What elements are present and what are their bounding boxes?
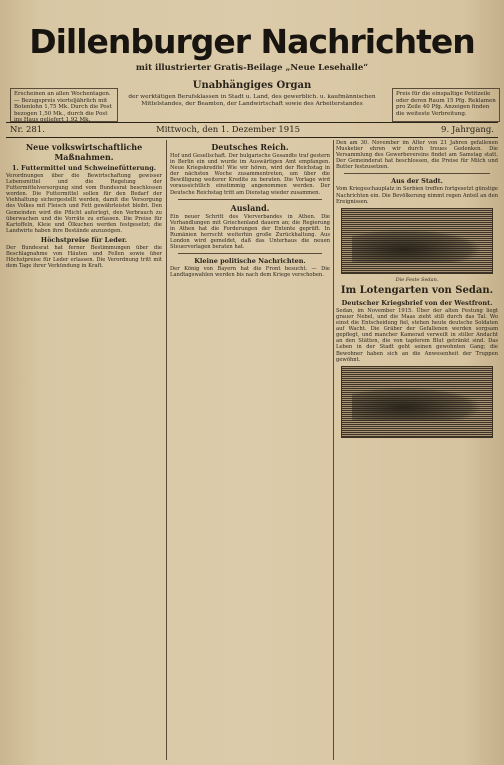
article-body: Sedan, im November 1915. Über der alten Festung liegt grauer Nebel, und die Maas zieht still durch das Tal. Wo einst die Entscheidung fiel, stehen heute deutsche Soldaten auf Wacht. Die Gräber der Gefallenen werden sorgsam gepflegt, und mancher Kamerad verweilt in stiller Andacht an den Stätten, die von tapferem Blut getränkt sind. Das Leben in der Stadt geht seinen gewohnten Gang; die Bewohner haben sich an die Anwesenheit der Truppen gewöhnt. <box>336 307 498 363</box>
column-left <box>6 140 162 760</box>
separator <box>344 173 490 174</box>
article-body: Hof und Gesellschaft. Der bulgarische Gesandte traf gestern in Berlin ein und wurde im Auswärtigen Amt empfangen. Neue Kriegskredite! Wie wir hören, wird der Reichstag in der nächsten Woche zusammentreten, um über die Bewilligung weiterer Kredite zu beraten. Die Vorlage wird voraussichtlich einstimmig angenommen werden. Der Deutsche Reichstag tritt am Dienstag wieder zusammen. <box>170 153 330 196</box>
article-subhead: 1. Futtermittel und Schweinefütterung. <box>11 164 157 172</box>
organ-title: Unabhängiges Organ <box>192 80 312 91</box>
masthead-subtitle: mit illustrierter Gratis-Beilage „Neue Lesehalle“ <box>135 63 369 73</box>
photo-landscape <box>341 366 493 438</box>
masthead-title: Dillenburger Nachrichten <box>29 22 475 61</box>
article-body: Der Bundesrat hat ferner Bestimmungen über die Beschlagnahme von Häuten und Fellen sowie über Höchstpreise für Leder erlassen. Die Verordnung tritt mit dem Tage ihrer Verkündung in Kraft. <box>6 244 162 270</box>
article-headline: Im Lotengarten von Sedan. <box>340 284 494 296</box>
article-body: Verordnungen über die Bewirtschaftung gewisser Lebensmittel und die Regelung der Futtermittelversorgung sind vom Bundesrat beschlossen worden. Die Futtermittel sollen für den Bedarf der Viehhaltung sichergestellt werden, damit die Versorgung des Volkes mit Fleisch und Fett gewährleistet bleibt. Den Gemeinden wird die Pflicht auferlegt, den Verbrauch zu überwachen und die Vorräte zu erfassen. Die Preise für Kartoffeln, Kleie und Ölkuchen werden festgesetzt; die Landwirte haben ihre Bestände anzuzeigen. <box>6 173 162 234</box>
advertising-box: Preis für die einspaltige Petitzeile oder deren Raum 15 Pfg. Reklamen pro Zeile 40 Pfg. Anzeigen finden die weiteste Verbreitung. <box>392 88 500 122</box>
article-subhead: Höchstpreise für Leder. <box>40 235 128 244</box>
organ-description: der werktätigen Berufsklassen in Stadt u. Land, des gewerblich. u. kaufmännischen Mittelstandes, der Beamten, der Landwirtschaft sowie des Arbeiterstandes <box>128 94 376 107</box>
dateline <box>6 122 498 138</box>
issue-year: 9. Jahrgang. <box>441 125 494 135</box>
section-headline: Aus der Stadt. <box>391 177 443 186</box>
column-rule <box>166 140 167 760</box>
section-headline: Kleine politische Nachrichten. <box>194 257 306 266</box>
column-rule <box>333 140 334 760</box>
section-headline: Ausland. <box>230 202 270 213</box>
article-body: Den am 30. November im Alter von 21 Jahren gefallenen Musketier ehren wir durch treues Gedenken. Die Versammlung des Gewerbevereins findet am Samstag statt. Der Gemeinderat hat beschlossen, die Preise für Milch und Butter festzusetzen. <box>336 140 498 171</box>
photo-caption: Die Feste Sedan. <box>395 276 439 283</box>
article-subtitle: Deutscher Kriegsbrief von der Westfront. <box>341 298 493 307</box>
photo-sedan-fortress <box>341 208 493 274</box>
subscription-box: Erscheinen an allen Wochentagen. — Bezugspreis vierteljährlich mit Botenlohn 1,75 Mk. Durch die Post bezogen 1,50 Mk., durch die Post ins Haus geliefert 1,92 Mk. <box>10 88 118 122</box>
article-body: Der König von Bayern hat die Front besucht. — Die Landtagswahlen werden bis nach dem Kriege verschoben. <box>170 266 330 279</box>
article-headline: Neue volkswirtschaftliche Maßnahmen. <box>25 142 143 162</box>
column-middle <box>170 140 330 760</box>
separator <box>178 199 322 200</box>
column-right <box>336 140 498 760</box>
section-headline: Deutsches Reich. <box>211 142 289 152</box>
issue-number: Nr. 281. <box>10 125 45 135</box>
article-body: Ein neuer Schritt des Vierverbandes in Athen. Die Verhandlungen mit Griechenland dauern an; die Regierung in Athen hat die Forderungen der Entente geprüft. In Rumänien herrscht weiterhin große Zurückhaltung. Aus London wird gemeldet, daß das Unterhaus die neuen Steuervorlagen beraten hat. <box>170 213 330 251</box>
separator <box>178 253 322 254</box>
issue-date: Mittwoch, den 1. Dezember 1915 <box>156 125 301 135</box>
article-body: Vom Kriegsschauplatz in Serbien treffen fortgesetzt günstige Nachrichten ein. Die Bevölkerung nimmt regen Anteil an den Ereignissen. <box>336 186 498 205</box>
